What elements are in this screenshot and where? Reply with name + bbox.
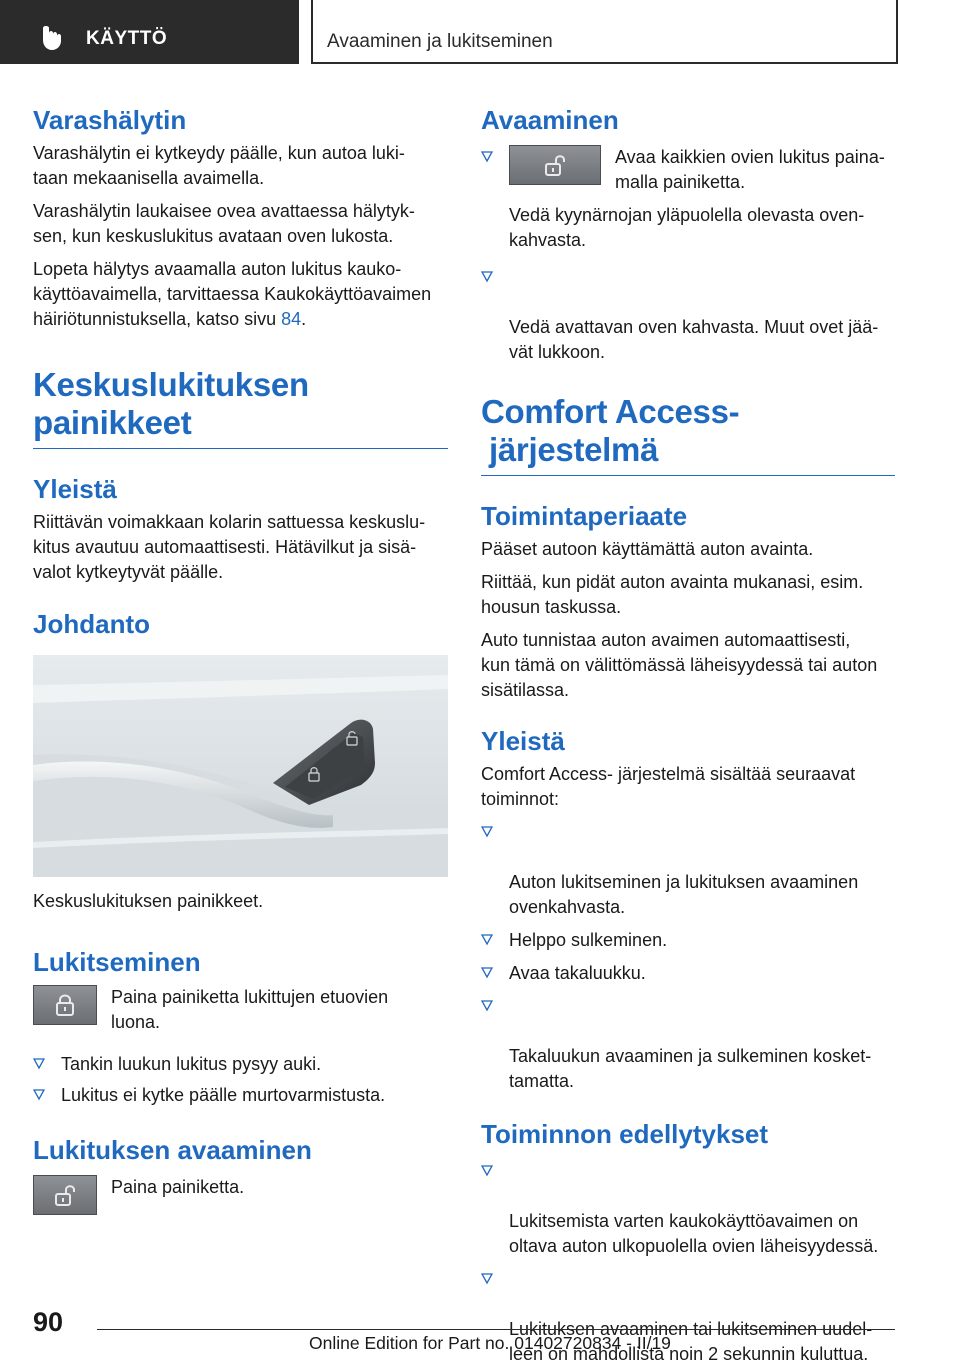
section-title-avaaminen-ca: Avaaminen [481,105,619,135]
triangle-bullet-icon [481,826,493,838]
yleista-ca-bullets [481,820,895,1094]
section-title-avaaminen: Lukituksen avaaminen [33,1135,312,1165]
door-panel-photo [33,655,448,877]
photo-caption: Keskuslukituksen painikkeet. [33,891,264,911]
chapter-title-comfort [481,393,895,469]
toiminta-p2: Riittää, kun pidät auton avainta mukanasi, esim. housun taskussa. [481,572,864,617]
lock-icon [54,993,76,1017]
list-item-text: Takaluukun avaaminen ja sulkeminen kosket‐ tamatta. [509,1046,872,1091]
title-rule [481,475,895,476]
page-number: 90 [33,1307,64,1337]
list-item-text: Avaa kaikkien ovien lukitus paina‐ malla painiketta. [615,147,885,192]
triangle-bullet-icon [481,1165,493,1177]
unlock-button-row [33,1175,448,1215]
lock-button-row [33,985,448,1035]
unlock-icon [54,1183,76,1207]
list-item-continuation: Vedä kyynärnojan yläpuolella olevasta oven‐ kahvasta. [509,205,865,250]
list-item-text: Helppo sulkeminen. [509,930,668,950]
page-footer [0,1307,960,1362]
list-item [481,961,895,986]
list-item [481,820,895,920]
chapter-tab [0,0,299,64]
list-item [481,928,895,953]
door-panel-illustration [33,655,448,877]
unlock-button-image [33,1175,97,1215]
varashalytin-p2: Varashälytin laukaisee ovea avattaessa hälytyk‐ sen, kun keskuslukitus avataan oven lukosta. [33,201,415,246]
unlock-icon [544,153,566,177]
triangle-bullet-icon [481,1000,493,1012]
varashalytin-p3-end: . [301,309,307,329]
avaaminen-bullets [481,145,895,365]
section-title-edellytykset: Toiminnon edellytykset [481,1119,769,1149]
breadcrumb-text: Avaaminen ja lukitseminen [327,31,553,52]
keskus-title-line1: Keskuslukituksen [33,366,309,403]
page-header [0,0,960,66]
lock-instruction: Paina painiketta lukittujen etuovien luona. [111,987,389,1032]
section-title-varashalytin: Varashälytin [33,105,187,135]
varashalytin-p3-text: Lopeta hälytys avaamalla auton lukitus kauko‐ käyttöavaimella, tarvittaessa Kaukokäyttöavaimen häiriötunnistuksella, katso sivu [33,259,432,329]
section-title-toiminta: Toimintaperiaate [481,501,688,531]
triangle-bullet-icon [481,271,493,283]
list-item-text: Tankin luukun lukitus pysyy auki. [61,1054,322,1074]
section-title-yleista: Yleistä [33,474,117,504]
section-title-johdanto: Johdanto [33,609,150,639]
list-item [33,1083,448,1108]
list-item [481,1159,895,1259]
section-title-lukitseminen: Lukitseminen [33,947,201,977]
list-item [33,1052,448,1077]
list-item-text: Lukitsemista varten kaukokäyttöavaimen on oltava auton ulkopuolella ovien läheisyydessä. [509,1211,879,1256]
triangle-bullet-icon [33,1058,45,1070]
toiminta-p1: Pääset autoon käyttämättä auton avainta. [481,539,814,559]
yleista-p1: Riittävän voimakkaan kolarin sattuessa keskuslu‐ kitus avautuu automaattisesti. Hätävilkut ja sisä‐ valot kytkeytyvät päälle. [33,512,426,582]
unlock-button-row-ca [509,145,895,195]
triangle-bullet-icon [481,934,493,946]
varashalytin-p3 [33,257,448,332]
page-ref-link[interactable]: 84 [281,309,302,329]
left-column [33,100,448,1215]
comfort-title-line2: järjestelmä [489,431,659,468]
hand-pointer-icon [40,26,64,52]
triangle-bullet-icon [481,151,493,163]
yleista-ca-p1: Comfort Access- järjestelmä sisältää seuraavat toiminnot: [481,764,856,809]
list-item [481,265,895,365]
chapter-title-keskus [33,366,448,442]
unlock-button-image-ca [509,145,601,185]
keskus-title-line2: painikkeet [33,404,192,441]
list-item-text: Auton lukitseminen ja lukituksen avaaminen ovenkahvasta. [509,872,859,917]
list-item-text: Lukituksen avaaminen tai lukitseminen uudel‐ leen on mahdollista noin 2 sekunnin kuluttua. [509,1319,873,1364]
lukitseminen-bullets [33,1052,448,1108]
list-item-text: Avaa takaluukku. [509,963,646,983]
lock-button-image [33,985,97,1025]
comfort-title-line1: Comfort Access- [481,393,740,430]
triangle-bullet-icon [33,1089,45,1101]
list-item [481,994,895,1094]
section-title-yleista-ca: Yleistä [481,726,565,756]
title-rule [33,448,448,449]
breadcrumb [311,0,898,64]
list-item [481,145,895,253]
footer-rule [97,1329,895,1330]
triangle-bullet-icon [481,967,493,979]
triangle-bullet-icon [481,1273,493,1285]
chapter-label: KÄYTTÖ [86,28,168,49]
list-item-text: Lukitus ei kytke päälle murtovarmistusta. [61,1085,386,1105]
list-item-text: Vedä avattavan oven kahvasta. Muut ovet jää‐ vät lukkoon. [509,317,879,362]
right-column [481,100,895,1367]
unlock-instruction: Paina painiketta. [111,1177,245,1197]
toiminta-p3: Auto tunnistaa auton avaimen automaattisesti, kun tämä on välittömässä läheisyydessä tai auton sisätilassa. [481,630,878,700]
edition-text: Online Edition for Part no. 01402720834 - II/19 [309,1333,671,1353]
varashalytin-p1: Varashälytin ei kytkeydy päälle, kun autoa luki‐ taan mekaanisella avaimella. [33,143,405,188]
